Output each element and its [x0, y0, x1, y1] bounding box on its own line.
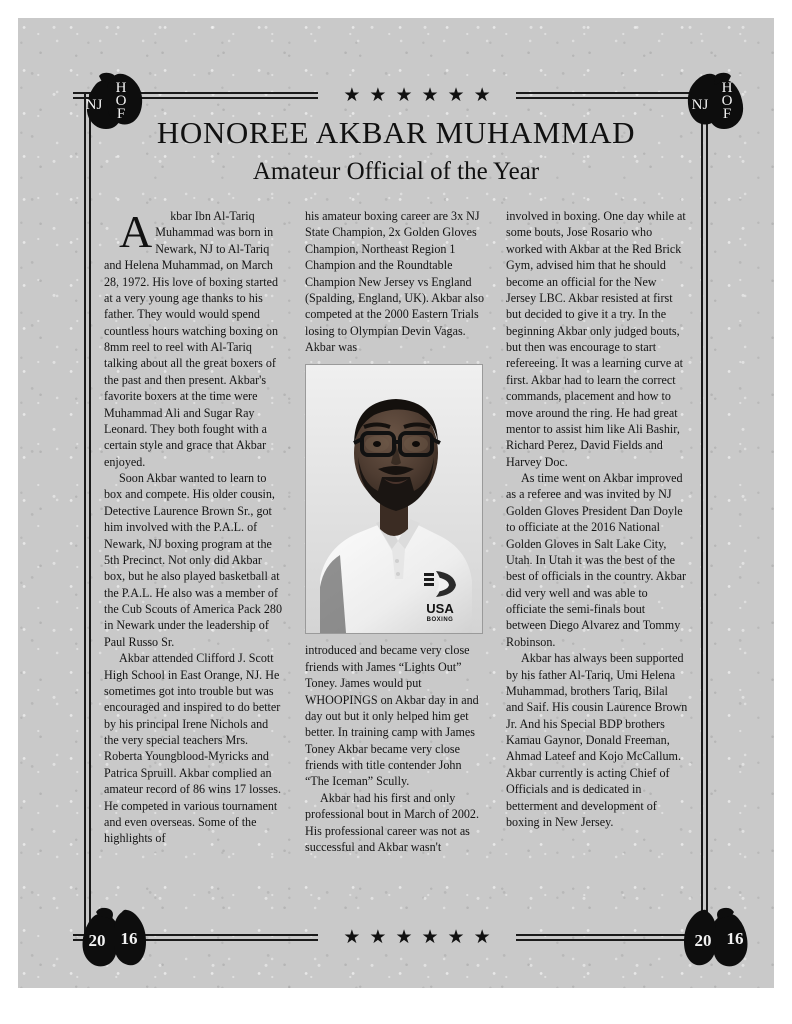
star-icon: ★: [395, 926, 413, 948]
svg-text:BOXING: BOXING: [426, 617, 454, 624]
star-icon: ★: [473, 84, 491, 106]
emblem-year-left: 20: [88, 931, 106, 950]
emblem-nj-text: NJ: [85, 97, 103, 113]
paragraph: introduced and became very close friends with James “Lights Out” Toney. James would put WHOOPINGS on Akbar day in and day out but it only helped him get better. In training camp with James Toney Akbar became very close friends with title contender John “The Iceman” Scully.: [305, 643, 479, 789]
svg-text:USA: USA: [426, 601, 454, 617]
paragraph-text: kbar Ibn Al-Tariq Muhammad was born in Newark, NJ to Al-Tariq and Helena Muhammad, on March 28, 1972. His love of boxing started at a very young age thanks to his father. They would would spend countless hours watching boxing on 8mm reel to reel with Al-Tariq talking about all the great boxers of the past and then present. Akbar's favorite boxers at the time were Muhammad Ali and Sugar Ray Leonard. They both fought with a certain style and grace that Akbar enjoyed.: [104, 209, 278, 469]
paragraph: Akbar has always been supported by his father Al-Tariq, Umi Helena Muhammad, brothers Tariq, Bilal and Saif. His cousin Laurence Brown Jr. And his Special BDP brothers Kamau Gaynor, Donald Freeman, Ahmad Lateef and Kojo McCallum. Akbar currently is acting Chief of Officials and is dedicated in betterment and development of boxing in New Jersey.: [506, 651, 688, 829]
star-icon: ★: [473, 926, 491, 948]
star-icon: ★: [447, 84, 465, 106]
honoree-photo: [305, 364, 483, 634]
frame-right-rule-inner: [701, 92, 703, 939]
page-subtitle: Amateur Official of the Year: [252, 157, 540, 185]
star-icon: ★: [343, 84, 361, 106]
star-icon: ★: [343, 926, 361, 948]
star-divider-bottom: [324, 926, 510, 948]
svg-text:H: H: [721, 80, 733, 96]
svg-text:H: H: [115, 80, 127, 96]
page-title: HONOREE AKBAR MUHAMMAD: [156, 115, 636, 150]
frame-left-rule-inner: [89, 92, 91, 939]
emblem-year-right: 16: [120, 929, 138, 948]
paragraph: [104, 208, 286, 470]
star-icon: ★: [421, 926, 439, 948]
svg-text:O: O: [721, 93, 733, 109]
title-block: [98, 116, 694, 186]
svg-text:20: 20: [694, 931, 712, 950]
paragraph: Akbar attended Clifford J. Scott High School in East Orange, NJ. He sometimes got into trouble but was encouraged and inspired to do better by his principal Irene Nichols and the very special teachers Mrs. Roberta Youngblood-Myricks and Patrica Spruill. Akbar complied an amateur record of 86 wins 17 losses. He competed in various tournament and even overseas. Some of the highlights of: [104, 651, 281, 846]
svg-text:O: O: [115, 93, 127, 109]
star-icon: ★: [369, 926, 387, 948]
svg-text:F: F: [722, 106, 732, 122]
frame-right-rule-outer: [706, 92, 708, 939]
article-column-3: [506, 208, 688, 914]
star-icon: ★: [447, 926, 465, 948]
star-divider-top: [324, 84, 510, 106]
paragraph: Akbar had his first and only professional bout in March of 2002. His professional career was not as successful and Akbar wasn't: [305, 790, 479, 854]
star-icon: ★: [395, 84, 413, 106]
svg-text:16: 16: [726, 929, 744, 948]
article-column-2: [305, 208, 487, 914]
article-column-1: [104, 208, 286, 914]
frame-left-rule-outer: [84, 92, 86, 939]
star-icon: ★: [369, 84, 387, 106]
paragraph: involved in boxing. One day while at some bouts, Jose Rosario who worked with Akbar at the Red Brick Gym, advised him that he should become an official for the New Jersey LBC. Akbar resisted at first but decided to give it a try. In the beginning Akbar only judged bouts, but then was encourage to start refereeing. It was a learning curve at first. Akbar had to learn the correct commands, placement and how to move around the ring. He had great mentor to assist him like Ali Bashir, Richard Perez, David Fields and Harvey Doc.: [506, 209, 686, 469]
star-icon: ★: [421, 84, 439, 106]
program-page: [18, 18, 774, 988]
article-columns: [104, 208, 688, 914]
paragraph: his amateur boxing career are 3x NJ State Champion, 2x Golden Gloves Champion, Northeast Region 1 Champion and the Roundtable Champion New Jersey vs England (Spalding, England, UK). Akbar also competed at the 2000 Eastern Trials losing to Olympian Devin Vagas. Akbar was: [305, 209, 485, 354]
paragraph: As time went on Akbar improved as a referee and was invited by NJ Golden Gloves President Dan Doyle to officiate at the 2016 National Golden Gloves in Salt Lake City, Utah. In Utah it was the best of the best of officials in the country. Akbar did very well and was able to officiate the semi-finals bout between Diego Alvarez and Tommy Robinson.: [506, 471, 687, 649]
svg-text:F: F: [116, 106, 126, 122]
drop-cap: A: [119, 206, 153, 257]
paragraph: Soon Akbar wanted to learn to box and compete. His older cousin, Detective Laurence Brown Sr., got him involved with the P.A.L. of Newark, NJ boxing program at the 5th Precinct. Not only did Akbar box, but he also played basketball at the P.A.L. He also was a member of the Cub Scouts of America Pack 280 in Newark under the leadership of Paul Russo Sr.: [104, 471, 283, 649]
svg-text:NJ: NJ: [691, 97, 709, 113]
